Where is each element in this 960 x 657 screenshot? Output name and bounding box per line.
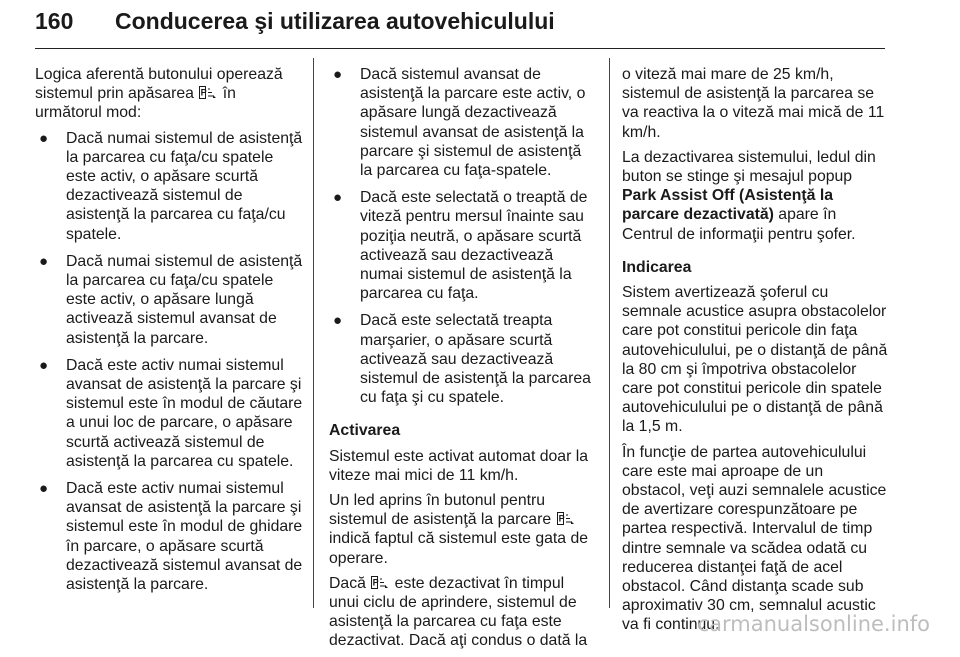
list-item-text: Dacă numai sistemul de asistenţă la parcarea cu faţa/cu spatele este activ, o apăsare lungă activează sistemul avansat de asistenţă la parcare. xyxy=(66,252,303,347)
paragraph-text: Un led aprins în butonul pentru sistemul de asistenţă la parcare xyxy=(329,492,552,529)
paragraph: În funcţie de partea autovehiculului care este mai aproape de un obstacol, veţi auzi semnalele acustice de avertizare corespunzătoare pe partea respectivă. Intervalul de timp dintre semnale va scădea odată cu reducerea distanţei faţă de acel obstacol. Când distanţa scade sub aproximativ 30 cm, semnalul acustic va fi continuu. xyxy=(622,443,887,634)
bullet-list xyxy=(39,129,303,595)
bullet-icon: ● xyxy=(39,356,49,374)
list-item-text: Dacă numai sistemul de asistenţă la parcarea cu faţa/cu spatele este activ, o apăsare scurtă dezactivează sistemul de asistenţă la parcarea cu faţa/cu spatele. xyxy=(66,129,303,243)
paragraph-text: apare în Centrul de informaţii pentru şofer. xyxy=(622,206,856,243)
section-heading-activation: Activarea xyxy=(329,422,401,440)
page-header xyxy=(35,0,885,49)
list-item xyxy=(333,311,597,407)
bullet-icon: ● xyxy=(39,252,49,270)
paragraph-text: este dezactivat în timpul unui ciclu de aprindere, sistemul de asistenţă la parcarea cu faţa este dezactivat. Dacă aţi condus o dată la xyxy=(329,574,588,650)
paragraph: o viteză mai mare de 25 km/h, sistemul de asistenţă la parcarea se va reactiva la o viteză mai mică de 11 km/h. xyxy=(622,66,885,141)
paragraph: Sistem avertizează şoferul cu semnale acustice asupra obstacolelor care pot constitui pericole din faţa autovehiculului, pe o distanţă de până la 80 cm şi împotriva obstacolelor care pot constitui pericole din spatele autovehiculului pe o distanţă de până la 1,5 m. xyxy=(622,284,888,436)
intro-text: Logica aferentă butonului operează sistemul prin apăsarea xyxy=(35,66,283,103)
bullet-icon: ● xyxy=(333,312,343,330)
column-2 xyxy=(329,65,597,657)
park-assist-icon xyxy=(199,86,217,99)
bullet-icon: ● xyxy=(333,189,343,207)
list-item-text: Dacă este activ numai sistemul avansat de asistenţă la parcare şi sistemul este în modul de căutare a unui loc de parcare, o apăsare scurtă activează sistemul de asistenţă la parcarea cu spatele. xyxy=(66,356,303,470)
bullet-list xyxy=(333,65,597,407)
paragraph-text: La dezactivarea sistemului, ledul din buton se stinge şi mesajul popup xyxy=(622,148,876,186)
list-item xyxy=(39,356,303,471)
paragraph xyxy=(622,148,890,244)
popup-message-text: Park Assist Off (Asistenţă la parcare dezactivată) xyxy=(622,187,833,224)
column-divider xyxy=(609,58,610,608)
list-item-text: Dacă este selectată treapta marşarier, o apăsare scurtă activează sau dezactivează sistemul de asistenţă la parcarea cu faţa şi cu spatele. xyxy=(360,312,591,407)
column-1 xyxy=(35,65,303,602)
list-item xyxy=(333,65,597,180)
paragraph-text: Dacă xyxy=(329,574,366,592)
park-assist-icon xyxy=(557,512,575,525)
column-divider xyxy=(313,58,314,608)
list-item-text: Dacă este activ numai sistemul avansat de asistenţă la parcare şi sistemul este în modul de ghidare în parcare, o apăsare scurtă dezactivează sistemul avansat de asistenţă la parcare. xyxy=(66,480,303,594)
list-item xyxy=(333,188,597,303)
intro-paragraph xyxy=(35,65,303,123)
bullet-icon: ● xyxy=(333,66,343,83)
list-item-text: Dacă sistemul avansat de asistenţă la parcare este activ, o apăsare lungă dezactivează sistemul avansat de asistenţă la parcare şi sistemul de asistenţă la parcarea cu faţa-spatele. xyxy=(360,66,586,180)
paragraph xyxy=(329,491,597,568)
list-item-text: Dacă este selectată o treaptă de viteză pentru mersul înainte sau poziţia neutră, o apăsare scurtă activează sau dezactivează numai sistemul de asistenţă la parcarea cu faţa. xyxy=(360,189,588,303)
list-item xyxy=(39,129,303,244)
column-3 xyxy=(622,65,890,641)
page-title: Conducerea şi utilizarea autovehiculului xyxy=(115,8,555,34)
svg-text:P: P xyxy=(558,513,565,524)
park-assist-icon xyxy=(371,576,389,589)
svg-text:P: P xyxy=(200,87,207,98)
section-heading-indication: Indicarea xyxy=(622,258,692,276)
svg-text:P: P xyxy=(372,577,379,588)
list-item xyxy=(39,479,303,594)
intro-text: în următorul mod: xyxy=(35,85,236,122)
paragraph-text: indică faptul că sistemul este gata de operare. xyxy=(329,530,589,567)
watermark: carmanualsonline.info xyxy=(697,612,930,636)
list-item xyxy=(39,252,303,348)
paragraph: Sistemul este activat automat doar la viteze mai mici de 11 km/h. xyxy=(329,447,589,484)
bullet-icon: ● xyxy=(39,129,49,147)
bullet-icon: ● xyxy=(39,480,49,498)
page-number: 160 xyxy=(35,8,74,34)
paragraph xyxy=(329,574,597,651)
